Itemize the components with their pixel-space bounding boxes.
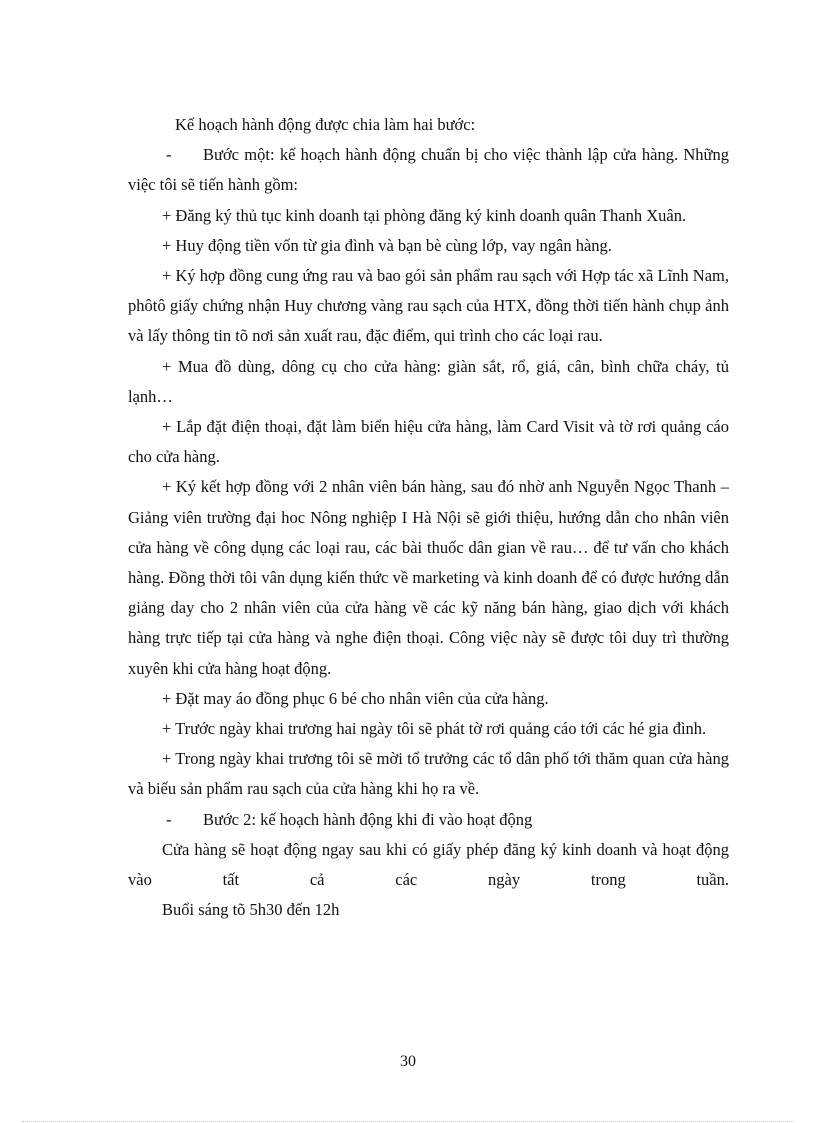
paragraph-item: + Đăng ký thủ tục kinh doanh tại phòng đăng ký kinh doanh quân Thanh Xuân.: [162, 205, 687, 225]
paragraph-step-one: [128, 140, 729, 200]
paragraph-text: Bước một: kế hoạch hành động chuẩn bị cho việc thành lập cửa hàng. Những việc tôi sẽ tiến hành gồm:: [128, 145, 729, 195]
paragraph-hours: Buổi sáng tõ 5h30 đến 12h: [162, 900, 340, 920]
body-text: [128, 110, 729, 925]
paragraph-item: + Trước ngày khai trương hai ngày tôi sẽ phát tờ rơi quảng cáo tới các hé gia đình.: [162, 719, 707, 739]
paragraph-item: + Lắp đặt điện thoại, đặt làm biển hiệu cửa hàng, làm Card Visit và tờ rơi quảng cáo cho cửa hàng.: [128, 417, 729, 467]
paragraph-item: + Mua đồ dùng, dông cụ cho cửa hàng: giàn sắt, rổ, giá, cân, bình chữa cháy, tủ lạnh…: [128, 356, 729, 406]
paragraph-intro: Kế hoạch hành động được chia làm hai bước:: [175, 115, 476, 134]
footer-divider: [22, 1121, 794, 1122]
paragraph-item: + Huy động tiền vốn từ gia đình và bạn bè cùng lớp, vay ngân hàng.: [162, 235, 612, 255]
dash-marker: -: [166, 145, 172, 165]
paragraph-text: Bước 2: kế hoạch hành động khi đi vào hoạt động: [203, 809, 533, 829]
dash-marker: -: [166, 809, 172, 829]
paragraph-item: + Trong ngày khai trương tôi sẽ mời tổ trưởng các tổ dân phố tới thăm quan cửa hàng và biếu sản phẩm rau sạch của cửa hàng khi họ ra về.: [128, 749, 729, 799]
paragraph-item: + Ký hợp đồng cung ứng rau và bao gói sản phẩm rau sạch với Hợp tác xã Lĩnh Nam, phôtô giấy chứng nhận Huy chương vàng rau sạch của HTX, đồng thời tiến hành chụp ảnh và lấy thông tin tõ nơi sản xuất rau, đặc điểm, qui trình cho các loại rau.: [128, 266, 729, 346]
paragraph-operation: Cửa hàng sẽ hoạt động ngay sau khi có giấy phép đăng ký kinh doanh và hoạt động vào tất cả các ngày trong tuần.: [128, 839, 729, 890]
page-number: 30: [400, 1053, 416, 1070]
paragraph-step-two: [128, 805, 729, 835]
paragraph-item: + Ký kết hợp đồng với 2 nhân viên bán hàng, sau đó nhờ anh Nguyễn Ngọc Thanh – Giảng viên trường đại hoc Nông nghiệp I Hà Nội sẽ giới thiệu, hướng dẫn cho nhân viên cửa hàng về công dụng các loại rau, các bài thuốc dân gian về rau… để tư vấn cho khách hàng. Đồng thời tôi vân dụng kiến thức về marketing và kinh doanh để có được hướng dẫn giảng day cho 2 nhân viên của cửa hàng về các kỹ năng bán hàng, giao dịch với khách hàng trực tiếp tại cửa hàng và nghe điện thoại. Công việc này sẽ được tôi duy trì thường xuyên khi cửa hàng hoạt động.: [128, 477, 729, 678]
paragraph-item: + Đặt may áo đồng phục 6 bé cho nhân viên của cửa hàng.: [162, 688, 549, 708]
